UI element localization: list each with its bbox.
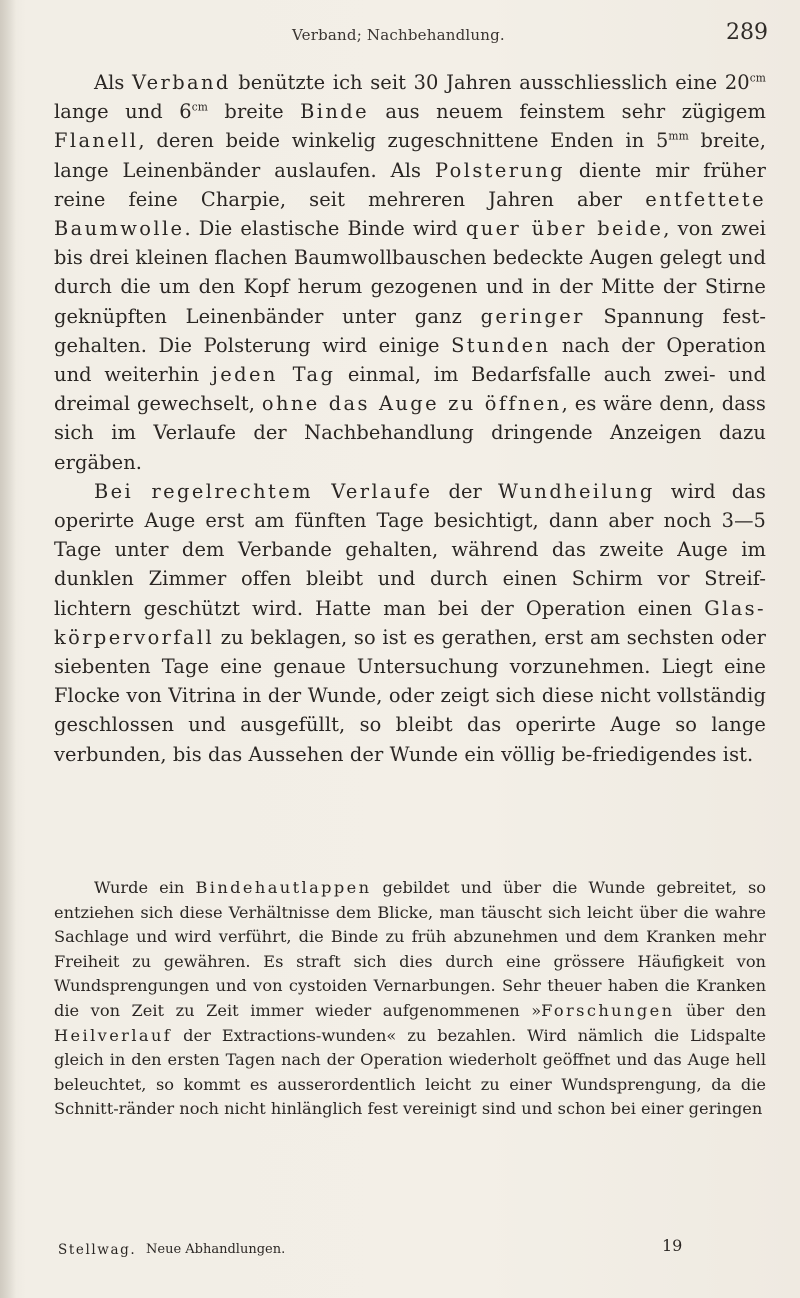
unit-superscript: cm xyxy=(749,71,766,85)
text-run: Spannung fest-gehalten. Die Polsterung wird einige xyxy=(54,304,766,357)
emphasized-text: Heilverlauf xyxy=(54,1025,173,1045)
text-run: lange und 6 xyxy=(54,100,192,124)
text-run: Wurde ein xyxy=(94,878,196,897)
page-number: 289 xyxy=(726,20,768,45)
emphasized-text: jeden Tag xyxy=(211,363,336,387)
emphasized-text: Forschungen xyxy=(541,1000,675,1020)
text-run: nach der Operation und weiterhin xyxy=(54,333,766,387)
emphasized-text: Verband xyxy=(132,71,231,94)
text-run: der Extractions-wunden« zu bezahlen. Wird nämlich die Lidspalte gleich in den ersten Tagen nach der Operation wiederholt geöffnet und das Auge hell beleuchtet, so kommt es ausserordentlich leicht zu einer Wundsprengung, da die Schnitt-ränder noch nicht hinlänglich fest vereinigt sind und schon bei einer geringen xyxy=(54,1025,766,1119)
small-paragraph xyxy=(54,876,766,1122)
text-run: einmal, im Bedarfsfalle auch zwei- und dreimal gewechselt, xyxy=(54,363,766,416)
text-run: benützte ich seit 30 Jahren ausschliesslich eine 20 xyxy=(230,71,750,94)
emphasized-text: Bei regelrechtem Verlaufe xyxy=(94,479,433,503)
text-run: gebildet und über die Wunde gebreitet, so entziehen sich diese Verhältnisse dem Blicke, man täuscht sich leicht über die wahre Sachlage und wird verführt, die Binde zu früh abzunehmen und dem Kranken mehr Freiheit zu gewähren. Es straft sich dies durch eine grössere Häufigkeit von Wundsprengungen und von cystoiden Vernarbungen. Sehr theuer haben die Kranken die von Zeit zu Zeit immer wieder aufgenommenen » xyxy=(54,878,766,1020)
emphasized-text: quer über beide xyxy=(465,217,664,241)
emphasized-text: Flanell xyxy=(54,129,139,153)
text-run: diente mir früher reine feine Charpie, seit mehreren Jahren aber xyxy=(54,158,766,211)
footer-author: Stellwag. xyxy=(58,1242,137,1258)
text-run: Als xyxy=(94,71,133,94)
text-run: , es wäre denn, dass sich im Verlaufe der Nachbehandlung dringende Anzeigen dazu ergäben. xyxy=(54,392,766,474)
text-run: , deren beide winkelig zugeschnittene Enden in 5 xyxy=(138,129,669,153)
emphasized-text: Binde xyxy=(300,100,369,124)
emphasized-text: ohne das Auge zu öffnen xyxy=(261,392,562,416)
emphasized-text: Wundheilung xyxy=(498,479,655,503)
paragraph xyxy=(54,477,766,769)
text-run: aus neuem feinstem sehr zügigem xyxy=(368,100,766,124)
gutter-shadow xyxy=(0,0,16,1298)
running-head xyxy=(0,18,800,48)
text-run: . Die elastische Binde wird xyxy=(184,217,466,241)
text-run: zu beklagen, so ist es gerathen, erst am sechsten oder siebenten Tage eine genaue Untersuchung vorzunehmen. Liegt eine Flocke von Vitrina in der Wunde, oder zeigt sich diese nicht vollständig geschlossen und ausgefüllt, so bleibt das operirte Auge so lange verbunden, bis das Aussehen der Wunde ein völlig be-friedigendes ist. xyxy=(54,625,766,766)
text-run: der xyxy=(432,479,498,503)
text-run: wird das operirte Auge erst am fünften Tage besichtigt, dann aber noch 3—5 Tage unter dem Verbande gehalten, während das zweite Auge im dunklen Zimmer offen bleibt und durch einen Schirm vor Streif-lichtern geschützt wird. Hatte man bei der Operation einen xyxy=(54,479,766,620)
emphasized-text: entfettete Baumwolle xyxy=(54,187,766,241)
text-run: , von zwei bis drei kleinen flachen Baumwollbauschen bedeckte Augen gelegt und durch die um den Kopf herum gezogenen und in der Mitte der Stirne geknüpften Leinenbänder unter ganz xyxy=(54,217,766,328)
signature-mark: 19 xyxy=(662,1236,683,1255)
paragraph xyxy=(54,68,766,477)
emphasized-text: Glas-körpervorfall xyxy=(54,596,766,649)
emphasized-text: Stunden xyxy=(451,333,551,357)
text-run: über den xyxy=(674,1000,766,1020)
emphasized-text: Polsterung xyxy=(434,158,565,182)
running-title: Verband; Nachbehandlung. xyxy=(292,26,505,44)
text-run: breite xyxy=(207,100,301,124)
unit-superscript: cm xyxy=(191,100,208,114)
emphasized-text: geringer xyxy=(480,304,585,328)
small-print-text xyxy=(54,876,766,1122)
page-footer xyxy=(54,1236,766,1264)
footer-series: Neue Abhandlungen. xyxy=(146,1242,286,1257)
main-text xyxy=(54,68,766,769)
emphasized-text: Bindehautlappen xyxy=(195,878,372,897)
text-run: breite, lange Leinenbänder auslaufen. Als xyxy=(54,129,766,182)
unit-superscript: mm xyxy=(668,129,689,143)
